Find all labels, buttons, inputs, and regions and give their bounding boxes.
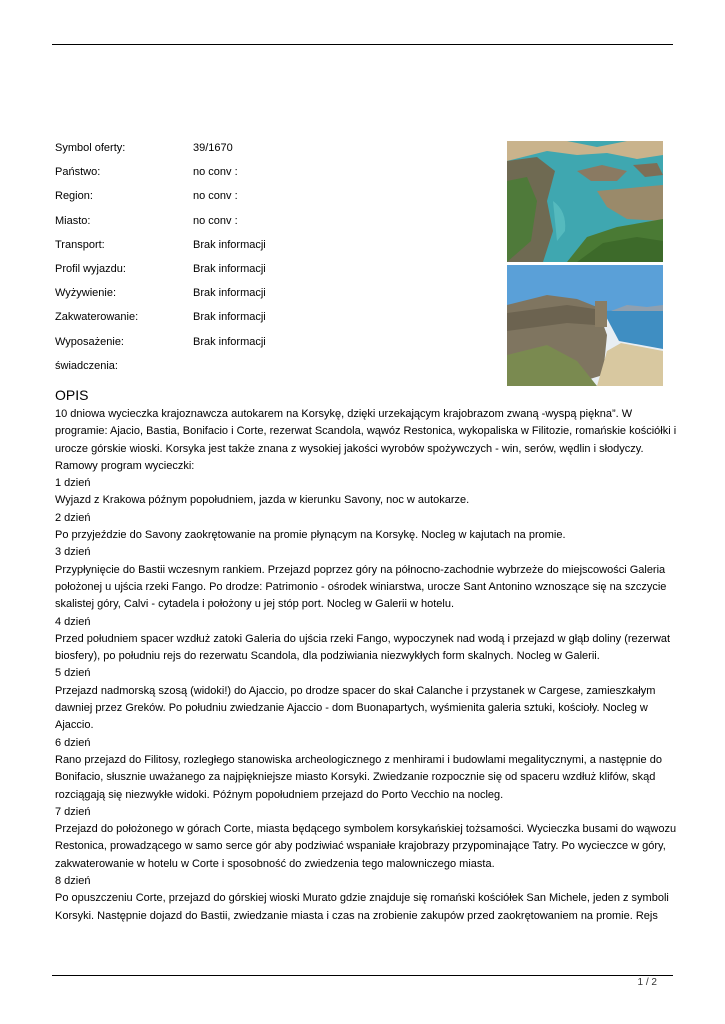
- offer-row-transport: [55, 238, 495, 262]
- offer-value: no conv :: [193, 166, 238, 179]
- offer-row-board: [55, 286, 495, 310]
- footer-rule: [52, 975, 673, 976]
- day-title: 2 dzień: [55, 511, 91, 524]
- offer-row-services: [55, 359, 495, 383]
- offer-details: [55, 141, 495, 383]
- offer-value: 39/1670: [193, 142, 233, 154]
- page-number: 1 / 2: [637, 977, 657, 988]
- offer-value: no conv :: [193, 214, 238, 227]
- offer-label: Region:: [55, 190, 93, 203]
- day-text: Wyjazd z Krakowa późnym popołudniem, jazda w kierunku Savony, noc w autokarze.: [55, 494, 470, 507]
- offer-row-region: [55, 189, 495, 213]
- day-title: 8 dzień: [55, 875, 91, 888]
- description-body: [55, 406, 680, 925]
- fortress-photo: [507, 265, 663, 386]
- day-text: Przypłynięcie do Bastii wczesnym rankiem. Przejazd poprzez góry na północno-zachodnie wybrzeże do miejscowości Galeria położonej u ujścia rzeki Fango. Po drodze: Patrimonio - ośrodek winiarstwa, urocze Sant Antonino wznoszące się na szczycie skalistej góry, Calvi - cytadela i położony u jej stóp port. Nocleg w Galerii w hotelu.: [55, 563, 667, 611]
- day-text: Rano przejazd do Filitosy, rozległego stanowiska archeologicznego z menhirami i budowlami megalitycznymi, a następnie do Bonifacio, słusznie uważanego za najpiękniejsze miasto Korsyki. Zwiedzanie rozpocznie się od spaceru wzdłuż klifów, skąd rozciągają się niezwykłe widoki. Późnym popołudniem przejazd do Porto Vecchio na nocleg.: [55, 753, 662, 801]
- offer-label: Wyżywienie:: [55, 287, 117, 300]
- offer-row-profile: [55, 262, 495, 286]
- offer-label: świadczenia:: [55, 359, 118, 372]
- day-title: 6 dzień: [55, 736, 91, 749]
- offer-row-equipment: [55, 335, 495, 359]
- offer-value: no conv :: [193, 190, 238, 203]
- offer-row-accommodation: [55, 310, 495, 334]
- offer-label: Profil wyjazdu:: [55, 262, 126, 275]
- offer-label: Symbol oferty:: [55, 142, 126, 154]
- offer-label: Miasto:: [55, 214, 91, 227]
- offer-label: Transport:: [55, 238, 105, 251]
- day-text: Po opuszczeniu Corte, przejazd do górskiej wioski Murato gdzie znajduje się romański kościółek San Michele, jeden z symboli Korsyki. Następnie dojazd do Bastii, zwiedzanie miasta i czas na zrobienie zakupów przed zaokrętowaniem na promie. Rejs: [55, 892, 669, 922]
- coast-photo: [507, 141, 663, 262]
- day-text: Przed południem spacer wzdłuż zatoki Galeria do ujścia rzeki Fango, wypoczynek nad wodą i przejazd w głąb doliny (rezerwat biosfery), po południu rejs do rezerwatu Scandola, dla podziwiania niezwykłych form skalnych. Nocleg w Galerii.: [55, 632, 671, 663]
- day-title: 1 dzień: [55, 477, 91, 490]
- day-text: Po przyjeździe do Savony zaokrętowanie na promie płynącym na Korsykę. Nocleg w kajutach na promie.: [55, 529, 566, 542]
- day-title: 4 dzień: [55, 615, 91, 628]
- offer-value: Brak informacji: [193, 262, 266, 275]
- offer-row-city: [55, 214, 495, 238]
- day-title: 7 dzień: [55, 805, 91, 818]
- day-title: 3 dzień: [55, 546, 91, 559]
- day-text: Przejazd do położonego w górach Corte, miasta będącego symbolem korsykańskiej tożsamości. Wycieczka busami do wąwozu Restonica, prowadzącego w samo serce gór aby podziwiać wspaniałe krajobrazy przypominające Tatry. Po wycieczce w góry, zakwaterowanie w hotelu w Corte i sposobność do zwiedzenia tego malowniczego miasta.: [55, 823, 677, 870]
- offer-label: Zakwaterowanie:: [55, 311, 139, 324]
- header-rule: [52, 44, 673, 45]
- day-text: Przejazd nadmorską szosą (widoki!) do Ajaccio, po drodze spacer do skał Calanche i przystanek w Cargese, zamieszkałym dawniej przez Greków. Po południu zwiedzanie Ajaccio - dom Buonapartych, wyśmienita galeria sztuki, kościoły. Nocleg w Ajaccio.: [55, 684, 656, 732]
- offer-label: Państwo:: [55, 166, 101, 179]
- day-title: 5 dzień: [55, 667, 91, 680]
- program-label: Ramowy program wycieczki:: [55, 459, 195, 472]
- offer-value: Brak informacji: [193, 311, 266, 324]
- offer-value: Brak informacji: [193, 238, 266, 251]
- description-heading: OPIS: [55, 387, 89, 403]
- offer-label: Wyposażenie:: [55, 335, 124, 348]
- offer-value: Brak informacji: [193, 335, 266, 348]
- offer-value: Brak informacji: [193, 287, 266, 300]
- offer-row-country: [55, 165, 495, 189]
- description-intro: 10 dniowa wycieczka krajoznawcza autokarem na Korsykę, dzięki urzekającym krajobrazom zwaną -wyspą piękna”. W programie: Ajacio, Bastia, Bonifacio i Corte, rezerwat Scandola, wąwóz Restonica, wykopaliska w Filitozie, romańskie kościółki i urocze górskie wioski. Korsyka jest także znana z wysokiej jakości wyrobów spożywczych - win, serów, wędlin i słodyczy.: [55, 408, 677, 455]
- offer-row-symbol: [55, 141, 495, 165]
